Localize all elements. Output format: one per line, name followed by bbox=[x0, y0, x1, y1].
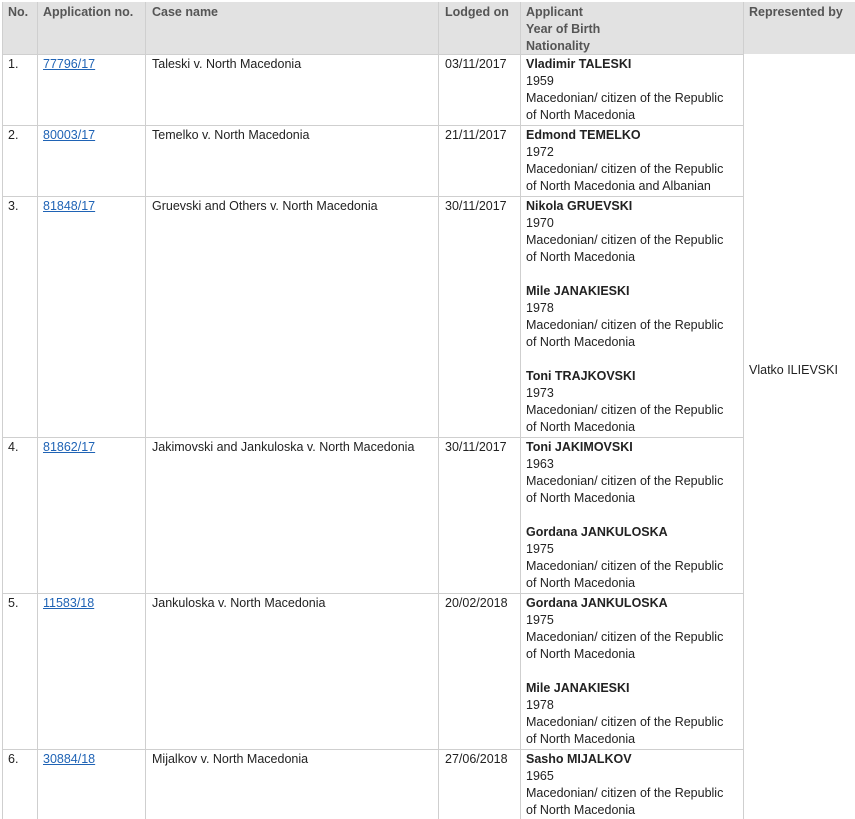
applicant-entry bbox=[526, 283, 723, 351]
applicant-year-of-birth: 1959 bbox=[526, 74, 554, 88]
row-divider bbox=[2, 749, 743, 750]
applicant-name: Toni JAKIMOVSKI bbox=[526, 440, 633, 454]
applicant-year-of-birth: 1970 bbox=[526, 216, 554, 230]
applicant-nationality-line: of North Macedonia bbox=[526, 335, 636, 349]
header-lodged-on: Lodged on bbox=[445, 5, 509, 19]
applicant-nationality-line: of North Macedonia bbox=[526, 576, 636, 590]
applicant-cell bbox=[526, 127, 723, 195]
header-year-line: Year of Birth bbox=[526, 22, 601, 36]
applicant-name: Nikola GRUEVSKI bbox=[526, 199, 633, 213]
applicant-year-of-birth: 1972 bbox=[526, 145, 554, 159]
applicant-nationality-line: Macedonian/ citizen of the Republic bbox=[526, 162, 724, 176]
lodged-on-date: 21/11/2017 bbox=[445, 128, 507, 142]
applicant-nationality-line: of North Macedonia bbox=[526, 647, 636, 661]
application-number-link[interactable]: 11583/18 bbox=[43, 596, 95, 610]
header-application-no: Application no. bbox=[43, 5, 134, 19]
applicant-name: Edmond TEMELKO bbox=[526, 128, 641, 142]
applicant-entry bbox=[526, 127, 723, 195]
case-name: Gruevski and Others v. North Macedonia bbox=[152, 199, 378, 213]
row-divider bbox=[2, 593, 743, 594]
applicant-cell bbox=[526, 439, 723, 592]
applicant-name: Gordana JANKULOSKA bbox=[526, 596, 668, 610]
row-divider bbox=[2, 54, 743, 55]
applicant-nationality-line: of North Macedonia bbox=[526, 491, 636, 505]
applicant-nationality-line: Macedonian/ citizen of the Republic bbox=[526, 786, 724, 800]
applicant-nationality-line: of North Macedonia bbox=[526, 108, 636, 122]
applicant-year-of-birth: 1975 bbox=[526, 613, 554, 627]
applicant-nationality-line: of North Macedonia and Albanian bbox=[526, 179, 711, 193]
applicant-entry bbox=[526, 595, 723, 663]
application-number-link[interactable]: 77796/17 bbox=[43, 57, 96, 71]
header-represented-by: Represented by bbox=[749, 5, 843, 19]
applicant-name: Vladimir TALESKI bbox=[526, 57, 632, 71]
applicant-entry bbox=[526, 56, 723, 124]
row-number: 4. bbox=[8, 440, 19, 454]
applicant-year-of-birth: 1973 bbox=[526, 386, 554, 400]
applicant-nationality-line: Macedonian/ citizen of the Republic bbox=[526, 233, 724, 247]
row-divider bbox=[2, 196, 743, 197]
lodged-on-date: 30/11/2017 bbox=[445, 440, 507, 454]
case-name: Taleski v. North Macedonia bbox=[152, 57, 302, 71]
row-divider bbox=[2, 125, 743, 126]
applicant-name: Sasho MIJALKOV bbox=[526, 752, 632, 766]
applicant-nationality-line: Macedonian/ citizen of the Republic bbox=[526, 559, 724, 573]
applicant-entry bbox=[526, 751, 723, 819]
application-number-link[interactable]: 80003/17 bbox=[43, 128, 96, 142]
applicant-name: Gordana JANKULOSKA bbox=[526, 525, 668, 539]
case-name: Temelko v. North Macedonia bbox=[152, 128, 310, 142]
applicant-name: Mile JANAKIESKI bbox=[526, 681, 630, 695]
lodged-on-date: 20/02/2018 bbox=[445, 596, 508, 610]
applicant-year-of-birth: 1975 bbox=[526, 542, 554, 556]
row-number: 6. bbox=[8, 752, 19, 766]
lodged-on-date: 03/11/2017 bbox=[445, 57, 507, 71]
case-name: Jankuloska v. North Macedonia bbox=[152, 596, 326, 610]
applicant-name: Mile JANAKIESKI bbox=[526, 284, 630, 298]
application-number-link[interactable]: 30884/18 bbox=[43, 752, 96, 766]
applicant-year-of-birth: 1965 bbox=[526, 769, 554, 783]
applicant-nationality-line: Macedonian/ citizen of the Republic bbox=[526, 91, 724, 105]
lodged-on-date: 30/11/2017 bbox=[445, 199, 507, 213]
applicant-nationality-line: of North Macedonia bbox=[526, 250, 636, 264]
header-applicant bbox=[526, 4, 600, 55]
applicant-name: Toni TRAJKOVSKI bbox=[526, 369, 636, 383]
row-number: 2. bbox=[8, 128, 19, 142]
applicant-nationality-line: Macedonian/ citizen of the Republic bbox=[526, 403, 724, 417]
applicant-nationality-line: of North Macedonia bbox=[526, 420, 636, 434]
header-nationality-line: Nationality bbox=[526, 39, 590, 53]
header-no: No. bbox=[8, 5, 29, 19]
row-number: 1. bbox=[8, 57, 19, 71]
case-name: Mijalkov v. North Macedonia bbox=[152, 752, 309, 766]
applicant-year-of-birth: 1978 bbox=[526, 301, 554, 315]
row-divider bbox=[2, 437, 743, 438]
header-applicant-line: Applicant bbox=[526, 5, 583, 19]
application-number-link[interactable]: 81862/17 bbox=[43, 440, 96, 454]
col-divider bbox=[743, 2, 744, 819]
applicant-nationality-line: Macedonian/ citizen of the Republic bbox=[526, 474, 724, 488]
applicant-cell bbox=[526, 751, 723, 819]
applicant-cell bbox=[526, 595, 723, 748]
applicant-nationality-line: Macedonian/ citizen of the Republic bbox=[526, 715, 724, 729]
applicant-entry bbox=[526, 198, 723, 266]
cases-table bbox=[2, 2, 855, 819]
row-number: 5. bbox=[8, 596, 19, 610]
applicant-nationality-line: Macedonian/ citizen of the Republic bbox=[526, 318, 724, 332]
row-number: 3. bbox=[8, 199, 19, 213]
applicant-year-of-birth: 1978 bbox=[526, 698, 554, 712]
applicant-nationality-line: of North Macedonia bbox=[526, 732, 636, 746]
applicant-year-of-birth: 1963 bbox=[526, 457, 554, 471]
applicant-cell bbox=[526, 198, 723, 436]
applicant-entry bbox=[526, 680, 723, 748]
represented-by-value: Vlatko ILIEVSKI bbox=[749, 363, 838, 377]
lodged-on-date: 27/06/2018 bbox=[445, 752, 508, 766]
application-number-link[interactable]: 81848/17 bbox=[43, 199, 96, 213]
applicant-entry bbox=[526, 439, 723, 507]
applicant-entry bbox=[526, 524, 723, 592]
case-name: Jakimovski and Jankuloska v. North Macedonia bbox=[152, 440, 415, 454]
table-header bbox=[2, 2, 855, 54]
applicant-entry bbox=[526, 368, 723, 436]
applicant-nationality-line: of North Macedonia bbox=[526, 803, 636, 817]
applicant-cell bbox=[526, 56, 723, 124]
applicant-nationality-line: Macedonian/ citizen of the Republic bbox=[526, 630, 724, 644]
header-case-name: Case name bbox=[152, 5, 219, 19]
